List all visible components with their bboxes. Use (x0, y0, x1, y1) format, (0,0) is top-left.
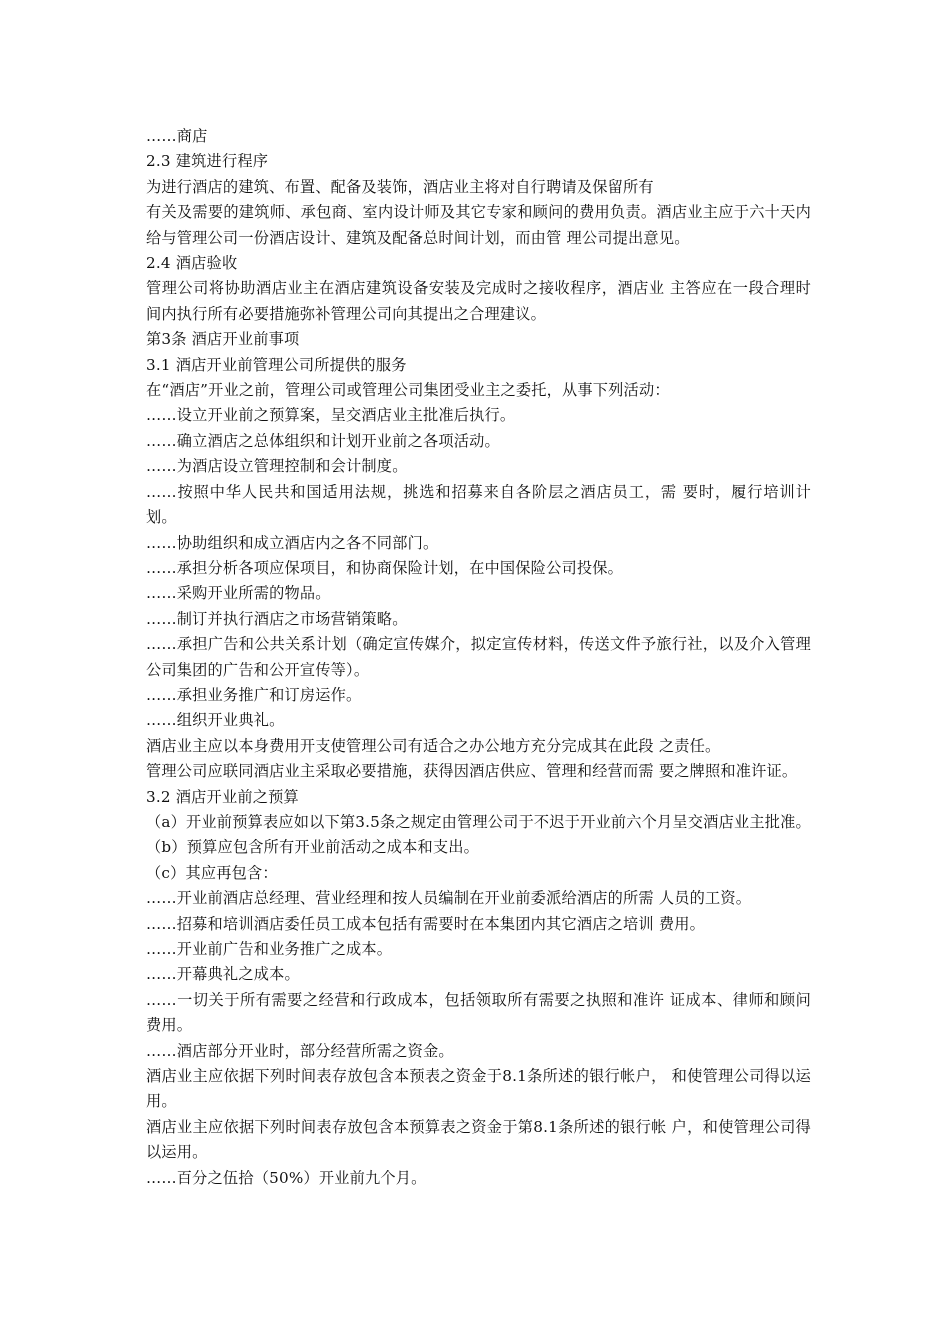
list-item: ……承担分析各项应保项目，和协商保险计划，在中国保险公司投保。 (146, 558, 624, 577)
list-item: ……开业前广告和业务推广之成本。 (146, 940, 393, 958)
section-heading: 2.3 建筑进行程序 (146, 152, 269, 171)
list-item: ……按照中华人民共和国适用法规，挑选和招募来自各阶层之酒店员工，需 要时，履行培训计划。 (146, 482, 811, 527)
list-item: ……协助组织和成立酒店内之各不同部门。 (146, 533, 439, 552)
section-heading: 3.1 酒店开业前管理公司所提供的服务 (146, 355, 407, 374)
paragraph: 有关及需要的建筑师、承包商、室内设计师及其它专家和顾问的费用负责。酒店业主应于六十天内给与管理公司一份酒店设计、建筑及配备总时间计划，而由管 理公司提出意见。 (146, 203, 811, 247)
list-item: ……承担业务推广和订房运作。 (146, 685, 362, 704)
article-heading: 第3条 酒店开业前事项 (146, 330, 300, 349)
list-item: ……为酒店设立管理控制和会计制度。 (146, 457, 408, 476)
list-item: ……组织开业典礼。 (146, 711, 285, 730)
paragraph: 为进行酒店的建筑、布置、配备及装饰，酒店业主将对自行聘请及保留所有 (146, 177, 654, 196)
paragraph: 管理公司将协助酒店业主在酒店建筑设备安装及完成时之接收程序，酒店业 主答应在一段合理时间内执行所有必要措施弥补管理公司向其提出之合理建议。 (146, 279, 811, 323)
section-heading: 2.4 酒店验收 (146, 254, 238, 273)
paragraph: （b）预算应包含所有开业前活动之成本和支出。 (146, 838, 480, 857)
list-item: ……承担广告和公共关系计划（确定宣传媒介，拟定宣传材料，传送文件予旅行社，以及介入管理公司集团的广告和公开宣传等）。 (146, 635, 811, 679)
list-item: ……采购开业所需的物品。 (146, 584, 331, 603)
list-item: ……百分之伍拾（50%）开业前九个月。 (146, 1168, 427, 1187)
document-body (146, 124, 811, 1191)
paragraph: 酒店业主应依据下列时间表存放包含本预表之资金于8.1条所述的银行帐户， 和使管理公司得以运用。 (146, 1067, 811, 1111)
paragraph: ……商店 (146, 127, 208, 145)
list-item: ……开业前酒店总经理、营业经理和按人员编制在开业前委派给酒店的所需 人员的工资。 (146, 889, 752, 908)
list-item: ……设立开业前之预算案，呈交酒店业主批准后执行。 (146, 406, 516, 425)
paragraph: 管理公司应联同酒店业主采取必要措施，获得因酒店供应、管理和经营而需 要之牌照和准许证。 (146, 762, 798, 781)
list-item: ……一切关于所有需要之经营和行政成本，包括领取所有需要之执照和准许 证成本、律师和顾问费用。 (146, 990, 811, 1035)
list-item: ……制订并执行酒店之市场营销策略。 (146, 609, 408, 628)
paragraph: （c）其应再包含： (146, 863, 278, 882)
paragraph: 酒店业主应以本身费用开支使管理公司有适合之办公地方充分完成其在此段 之责任。 (146, 736, 721, 755)
list-item: ……开幕典礼之成本。 (146, 965, 300, 984)
paragraph: 酒店业主应依据下列时间表存放包含本预算表之资金于第8.1条所述的银行帐 户，和使管理公司得以运用。 (146, 1117, 811, 1162)
paragraph: （a）开业前预算表应如以下第3.5条之规定由管理公司于不迟于开业前六个月呈交酒店业主批准。 (146, 812, 811, 831)
list-item: ……酒店部分开业时，部分经营所需之资金。 (146, 1041, 454, 1060)
list-item: ……招募和培训酒店委任员工成本包括有需要时在本集团内其它酒店之培训 费用。 (146, 914, 705, 933)
list-item: ……确立酒店之总体组织和计划开业前之各项活动。 (146, 431, 500, 450)
paragraph: 在“酒店”开业之前，管理公司或管理公司集团受业主之委托，从事下列活动： (146, 381, 670, 400)
section-heading: 3.2 酒店开业前之预算 (146, 787, 299, 806)
